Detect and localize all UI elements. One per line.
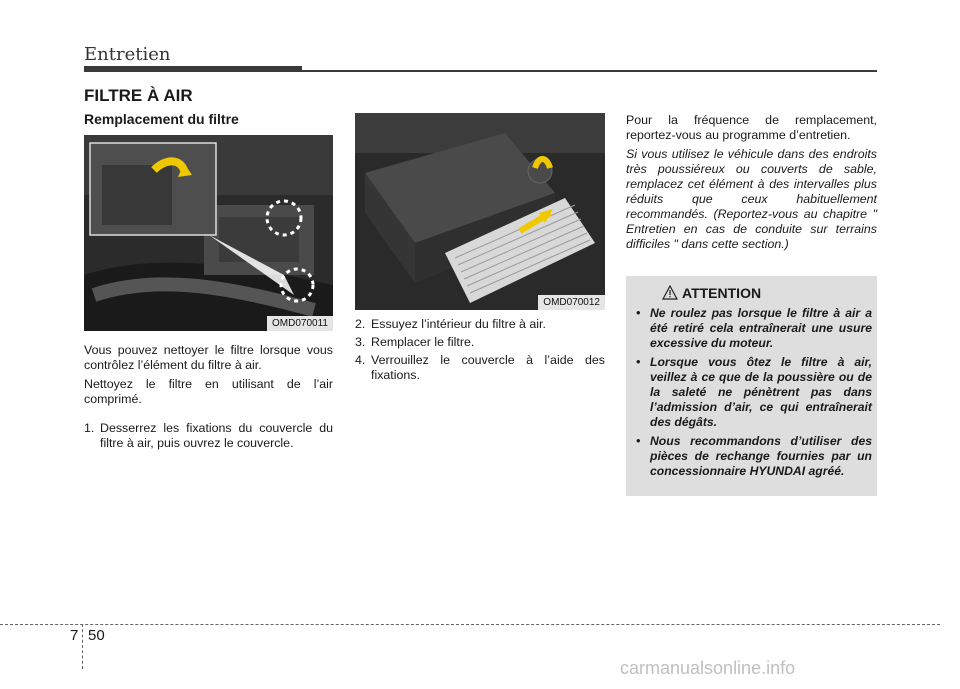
subheading: Remplacement du filtre	[84, 111, 239, 127]
step-text: Essuyez l’intérieur du filtre à air.	[371, 317, 546, 331]
engine-bay-illustration	[84, 135, 333, 331]
steps-list	[355, 317, 605, 383]
attention-list	[636, 306, 872, 483]
photo-code: OMD070012	[538, 295, 605, 310]
attention-box	[626, 276, 877, 496]
list-item: • Ne roulez pas lorsque le filtre à air a été retiré cela entraînerait une usure excessive du moteur.	[636, 306, 872, 351]
middle-text-block	[355, 317, 605, 386]
right-text-block	[626, 113, 877, 252]
list-item: • Nous recommandons d’utiliser des pièces de rechange fournies par un concessionnaire HYUNDAI agréé.	[636, 434, 872, 479]
watermark: carmanualsonline.info	[620, 658, 796, 678]
running-header: Entretien	[84, 44, 171, 65]
step-text: Desserrez les fixations du couvercle du filtre à air, puis ouvrez le couvercle.	[100, 421, 333, 450]
steps-list	[84, 421, 333, 451]
warning-triangle-icon	[662, 285, 678, 300]
step-number: 3.	[355, 335, 366, 349]
attention-title: ATTENTION	[682, 285, 762, 301]
footer-divider	[82, 624, 83, 669]
paragraph: Pour la fréquence de remplacement, reportez-vous au programme d’entretien.	[626, 113, 877, 142]
photo-code: OMD070011	[267, 316, 333, 331]
list-item	[84, 421, 333, 451]
list-item: • Lorsque vous ôtez le filtre à air, veillez à ce que de la poussière ou de la saleté ne pénètrent pas dans l’admission d’air, ce qui entraînerait des dégâts.	[636, 355, 872, 430]
step-number: 4.	[355, 353, 366, 367]
paragraph: Nettoyez le filtre en utilisant de l’air comprimé.	[84, 377, 333, 406]
section-title: FILTRE À AIR	[84, 86, 193, 105]
list-item	[355, 335, 605, 350]
page-number: 50	[88, 627, 105, 644]
air-filter-location-photo	[84, 135, 333, 331]
paragraph: Vous pouvez nettoyer le filtre lorsque vous contrôlez l’élément du filtre à air.	[84, 343, 333, 372]
list-item	[355, 353, 605, 383]
step-text: Remplacer le filtre.	[371, 335, 475, 349]
air-filter-illustration	[355, 113, 605, 310]
filter-element-photo	[355, 113, 605, 310]
header-rule-thin	[302, 70, 877, 72]
left-text-block	[84, 343, 333, 454]
footer-rule	[0, 624, 940, 625]
chapter-number: 7	[70, 627, 79, 644]
step-number: 2.	[355, 317, 366, 331]
italic-paragraph: Si vous utilisez le véhicule dans des endroits très poussiéreux ou couverts de sable, remplacez cet élément à des intervalles plus réduits que ceux habituellement recommandés. (Reportez-vous au chapitre " Entretien en cas de conduite sur terrains difficiles " dans cette section.)	[626, 147, 877, 251]
list-item	[355, 317, 605, 332]
header-rule-thick	[84, 66, 302, 72]
step-text: Verrouillez le couvercle à l’aide des fixations.	[371, 353, 605, 382]
step-number: 1.	[84, 421, 95, 435]
